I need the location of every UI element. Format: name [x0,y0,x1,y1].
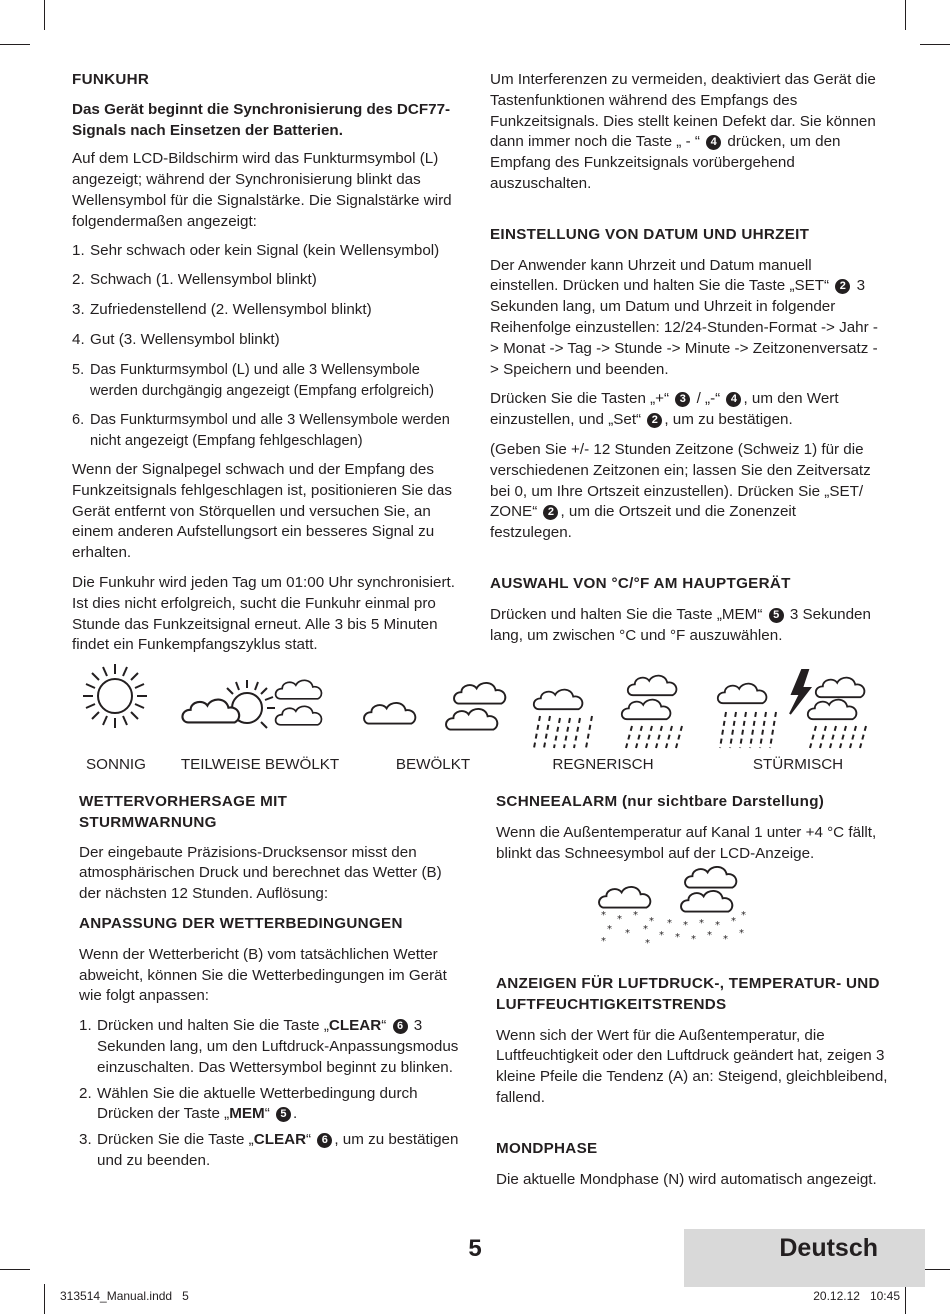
signal-list [72,241,464,452]
sun-icon [83,664,147,728]
bottom-left-column [79,792,464,1172]
svg-text:*: * [607,924,612,935]
key-number-icon: 6 [317,1133,332,1148]
weather-icons [60,660,900,756]
bottom-right-column-2 [496,974,888,1190]
funkuhr-lead: Das Gerät beginnt die Synchronisierung des DCF77-Signals nach Einsetzen der Batterien. [72,100,451,139]
svg-text:*: * [739,928,744,939]
adjust-step: 2. Wählen Sie die aktuelle Wetterbedingung durch Drücken der Taste „MEM“ 5 . [79,1084,418,1123]
file-name: 313514_Manual.indd 5 [60,1289,189,1303]
svg-text:*: * [741,910,746,921]
sync-paragraph: Die Funkuhr wird jeden Tag um 01:00 Uhr synchronisiert. Ist dies nicht erfolgreich, sucht die Funkuhr einmal pro Stunde das Funkzeitsignal erneut. Alle 3 bis 5 Minuten findet ein Funkempfangszyklus statt. [72,573,455,654]
svg-text:*: * [645,938,650,948]
adjust-heading: ANPASSUNG DER WETTERBEDINGUNGEN [79,914,403,932]
svg-text:*: * [643,924,648,935]
weather-label-partly-cloudy: TEILWEISE BEWÖLKT [180,756,340,773]
datum-paragraph-2: Drücken Sie die Tasten „+“ 3 / „-“ 4 , um den Wert einzustellen, und „Set“ 2 , um zu bestätigen. [490,390,839,429]
key-number-icon: 6 [393,1019,408,1034]
svg-text:*: * [601,936,606,947]
svg-text:*: * [691,934,696,945]
bottom-right-column [496,792,888,864]
crop-mark [0,1269,30,1270]
svg-text:*: * [731,916,736,927]
partly-cloudy-icon [182,680,321,728]
list-item: 3. Zufriedenstellend (2. Wellensymbol blinkt) [72,301,372,319]
crop-mark [44,1284,45,1314]
print-datetime: 20.12.12 10:45 [813,1289,900,1303]
svg-text:*: * [675,932,680,943]
snow-paragraph: Wenn die Außentemperatur auf Kanal 1 unter +4 °C fällt, blinkt das Schneesymbol auf der LCD-Anzeige. [496,823,877,862]
adjust-step: 1. Drücken und halten Sie die Taste „CLEAR“ 6 3 Sekunden lang, um den Luftdruck-Anpassungsmodus einzuschalten. Das Wettersymbol beginnt zu blinken. [79,1017,459,1076]
trend-paragraph: Wenn sich der Wert für die Außentemperatur, die Luftfeuchtigkeit oder den Luftdruck geändert hat, zeigen 3 kleine Pfeile die Tendenz (A) an: Steigend, gleichbleibend, fallend. [496,1026,888,1106]
funkuhr-heading: FUNKUHR [72,71,150,88]
interference-paragraph: Um Interferenzen zu vermeiden, deaktiviert das Gerät die Tastenfunktionen während des Empfangs des Funkzeitsignals. Dies stellt keinen Defekt dar. Sie können dann immer noch die Taste „ - “ 4 drücken, um den Empfang des Funkzeitsignals vorübergehend auszuschalten. [490,71,876,192]
language-label: Deutsch [779,1234,878,1262]
moon-paragraph: Die aktuelle Mondphase (N) wird automatisch angezeigt. [496,1170,877,1188]
adjust-paragraph: Wenn der Wetterbericht (B) vom tatsächlichen Wetter abweicht, können Sie die Wetterbedingungen im Gerät wie folgt anpassen: [79,945,447,1005]
weather-label-stormy: STÜRMISCH [752,756,844,773]
list-item: 1. Sehr schwach oder kein Signal (kein Wellensymbol) [72,241,440,259]
crop-mark [905,1284,906,1314]
key-number-icon: 2 [835,279,850,294]
storm-icon [718,670,866,748]
adjust-step: 3. Drücken Sie die Taste „CLEAR“ 6 , um zu bestätigen und zu beenden. [79,1131,459,1169]
key-number-icon: 4 [706,135,721,150]
svg-text:*: * [625,928,630,939]
key-number-icon: 5 [276,1107,291,1122]
cloudy-icon [364,683,505,730]
svg-text:*: * [699,918,704,929]
svg-text:*: * [633,910,638,921]
page-number: 5 [468,1235,482,1262]
datum-paragraph-3: (Geben Sie +/- 12 Stunden Zeitzone (Schweiz 1) für die verschiedenen Zeitzonen ein; lassen Sie den Zeitversatz bei 0, um Ihre Ortszeit einzustellen). Drücken Sie „SET/ ZONE“ 2 , um die Ortszeit und die Zonenzeit festzulegen. [490,440,871,542]
key-number-icon: 2 [543,505,558,520]
list-item: 2. Schwach (1. Wellensymbol blinkt) [72,271,317,289]
moon-heading: MONDPHASE [496,1139,598,1157]
weather-label-sunny: SONNIG [86,756,146,773]
cf-heading: AUSWAHL VON °C/°F AM HAUPTGERÄT [490,574,791,592]
svg-text:*: * [667,918,672,929]
svg-text:*: * [649,916,654,927]
svg-text:*: * [715,920,720,931]
crop-mark [44,0,45,30]
snow-icon [595,866,755,948]
list-item: 5. Das Funkturmsymbol (L) und alle 3 Wellensymbole werden durchgängig angezeigt (Empfang erfolgreich) [72,361,434,399]
crop-mark [0,44,30,45]
forecast-heading: WETTERVORHERSAGE MIT STURMWARNUNG [79,793,288,831]
crop-mark [920,44,950,45]
crop-mark [905,0,906,30]
forecast-paragraph: Der eingebaute Präzisions-Drucksensor misst den atmosphärischen Druck und berechnet das Wetter (B) der nächsten 12 Stunden. Auflösung: [79,843,442,903]
key-number-icon: 2 [647,413,662,428]
weak-signal-paragraph: Wenn der Signalpegel schwach und der Empfang des Funkzeitsignals fehlgeschlagen ist, positionieren Sie das Gerät entfernt von Störquellen und versuchen Sie, an einem anderen Aufstellungsort ein besseres Signal zu erhalten. [72,460,452,562]
list-item: 4. Gut (3. Wellensymbol blinkt) [72,330,280,348]
left-column [72,70,464,656]
svg-text:*: * [723,934,728,945]
svg-text:*: * [617,914,622,925]
cf-paragraph: Drücken und halten Sie die Taste „MEM“ 5 3 Sekunden lang, um zwischen °C und °F auszuwählen. [490,605,871,644]
lcd-paragraph: Auf dem LCD-Bildschirm wird das Funkturmsymbol (L) angezeigt; während der Synchronisierung blinkt das Wellensymbol für die Signalstärke. Die Signalstärke wird folgendermaßen angezeigt: [72,150,452,230]
svg-text:*: * [707,930,712,941]
key-number-icon: 3 [675,392,690,407]
svg-text:*: * [683,920,688,931]
datum-heading: EINSTELLUNG VON DATUM UND UHRZEIT [490,225,810,243]
rain-icon [534,676,682,748]
weather-label-cloudy: BEWÖLKT [395,756,471,773]
key-number-icon: 4 [726,392,741,407]
svg-text:*: * [659,930,664,941]
key-number-icon: 5 [769,608,784,623]
list-item: 6. Das Funkturmsymbol und alle 3 Wellensymbole werden nicht angezeigt (Empfang fehlgeschlagen) [72,412,450,450]
snow-heading: SCHNEEALARM (nur sichtbare Darstellung) [496,793,825,810]
lightning-icon [790,670,810,714]
trend-heading: ANZEIGEN FÜR LUFTDRUCK-, TEMPERATUR- UND LUFTFEUCHTIGKEITSTRENDS [496,975,880,1013]
right-column [490,70,882,646]
datum-paragraph-1: Der Anwender kann Uhrzeit und Datum manuell einstellen. Drücken und halten Sie die Taste „SET“ 2 3 Sekunden lang, um Datum und Uhrzeit in folgender Reihenfolge einzustellen: 12/24-Stunden-Format -> Jahr -> Monat -> Tag -> Stunde -> Minute -> Zeitzonenversatz -> Speichern und beenden. [490,256,878,378]
weather-label-rainy: REGNERISCH [552,756,654,773]
svg-text:*: * [601,910,606,921]
